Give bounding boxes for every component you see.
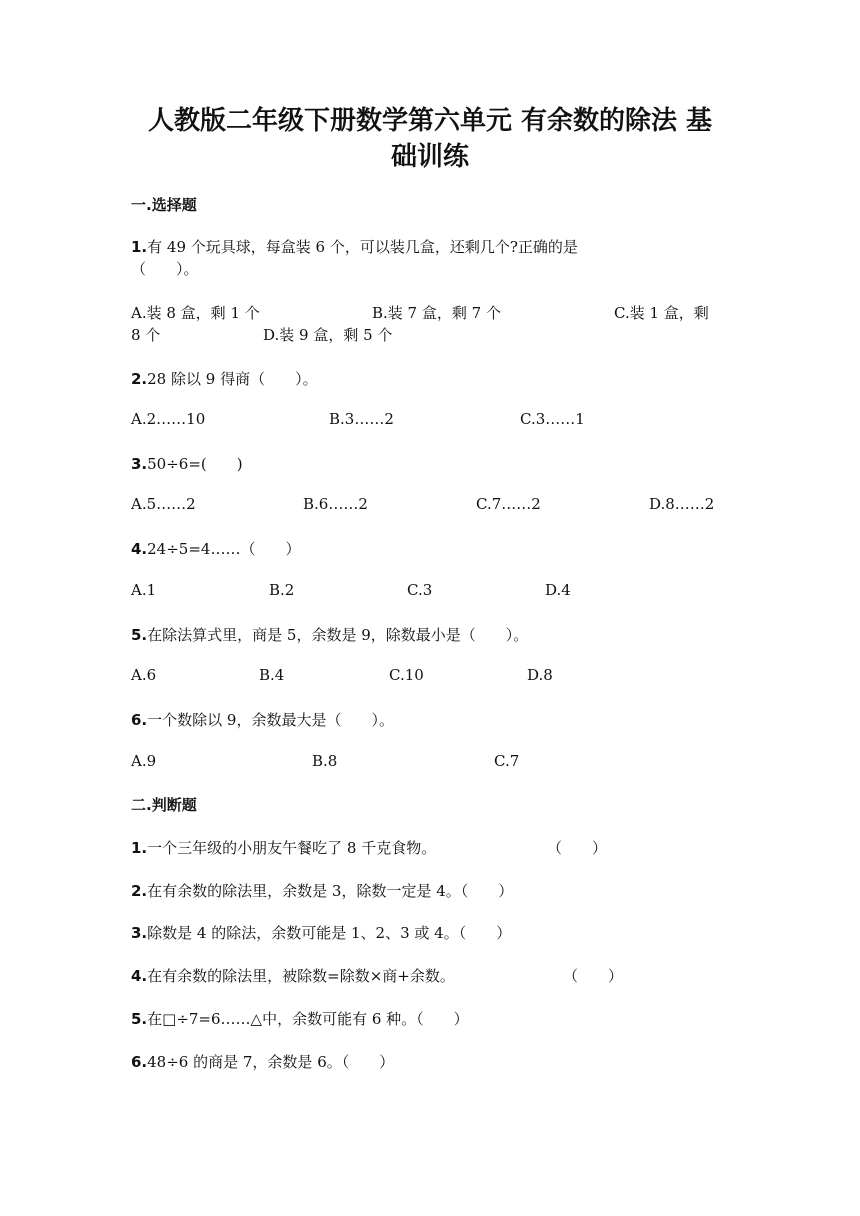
question-text: 除数是 4 的除法，余数可能是 1、2、3 或 4。（ ） bbox=[147, 924, 512, 942]
answer-blank: （ ） bbox=[563, 967, 624, 985]
document-title-line-1: 人教版二年级下册数学第六单元 有余数的除法 基 bbox=[147, 106, 713, 136]
tf-question-5 bbox=[131, 1008, 469, 1029]
question-stem-continued: （ ）。 bbox=[131, 260, 199, 278]
tf-question-6 bbox=[131, 1051, 394, 1072]
option-c: C.3 bbox=[407, 581, 433, 599]
option-d: D.4 bbox=[545, 581, 571, 599]
question-number: 1. bbox=[131, 238, 148, 256]
question-number: 1. bbox=[131, 839, 148, 857]
option-d: D.8……2 bbox=[649, 495, 715, 513]
mc-question-2 bbox=[131, 368, 318, 389]
option-d: D.8 bbox=[527, 666, 553, 684]
question-text: 在有余数的除法里，被除数=除数×商+余数。 bbox=[147, 967, 455, 985]
section-heading-multiple-choice: 一.选择题 bbox=[131, 196, 197, 214]
question-number: 2. bbox=[131, 882, 148, 900]
answer-blank: （ ） bbox=[547, 839, 608, 857]
question-stem: 在除法算式里，商是 5，余数是 9，除数最小是（ ）。 bbox=[147, 626, 529, 644]
question-number: 4. bbox=[131, 540, 148, 558]
option-d: D.装 9 盒，剩 5 个 bbox=[263, 326, 393, 344]
question-text: 48÷6 的商是 7，余数是 6。（ ） bbox=[147, 1053, 395, 1071]
option-c: C.10 bbox=[389, 666, 424, 684]
option-b: B.8 bbox=[312, 752, 338, 770]
option-a: A.9 bbox=[131, 752, 157, 770]
mc-question-3 bbox=[131, 453, 243, 474]
question-text: 在□÷7=6……△中，余数可能有 6 种。（ ） bbox=[147, 1010, 469, 1028]
option-c: C.3……1 bbox=[520, 410, 585, 428]
option-c: C.7 bbox=[494, 752, 520, 770]
tf-question-3 bbox=[131, 922, 511, 943]
option-a: A.装 8 盒，剩 1 个 bbox=[131, 304, 260, 322]
question-number: 3. bbox=[131, 455, 148, 473]
option-c: C.7……2 bbox=[476, 495, 541, 513]
option-b: B.2 bbox=[269, 581, 295, 599]
question-stem: 50÷6=( ) bbox=[147, 455, 243, 473]
tf-question-2 bbox=[131, 880, 513, 901]
question-stem: 一个数除以 9，余数最大是（ ）。 bbox=[147, 711, 394, 729]
document-title-line-2: 础训练 bbox=[390, 142, 469, 172]
option-a: A.5……2 bbox=[131, 495, 196, 513]
option-b: B.6……2 bbox=[303, 495, 368, 513]
mc-question-1 bbox=[131, 236, 578, 257]
option-c: C.装 1 盒，剩 bbox=[614, 304, 709, 322]
question-number: 3. bbox=[131, 924, 148, 942]
question-number: 6. bbox=[131, 1053, 148, 1071]
question-number: 2. bbox=[131, 370, 148, 388]
tf-question-4 bbox=[131, 965, 455, 986]
question-stem: 有 49 个玩具球，每盒装 6 个，可以装几盒，还剩几个?正确的是 bbox=[147, 238, 578, 256]
question-number: 5. bbox=[131, 626, 148, 644]
question-text: 一个三年级的小朋友午餐吃了 8 千克食物。 bbox=[147, 839, 437, 857]
question-text: 在有余数的除法里，余数是 3，除数一定是 4。（ ） bbox=[147, 882, 514, 900]
question-number: 5. bbox=[131, 1010, 148, 1028]
question-number: 6. bbox=[131, 711, 148, 729]
section-heading-true-false: 二.判断题 bbox=[131, 796, 197, 814]
question-number: 4. bbox=[131, 967, 148, 985]
mc-question-4 bbox=[131, 538, 300, 559]
tf-question-1 bbox=[131, 837, 436, 858]
option-b: B.装 7 盒，剩 7 个 bbox=[372, 304, 501, 322]
option-a: A.6 bbox=[131, 666, 157, 684]
question-stem: 24÷5=4……（ ） bbox=[147, 540, 301, 558]
option-a: A.1 bbox=[131, 581, 157, 599]
option-a: A.2……10 bbox=[131, 410, 206, 428]
option-b: B.4 bbox=[259, 666, 285, 684]
option-c-continued: 8 个 bbox=[131, 326, 161, 344]
mc-question-6 bbox=[131, 709, 394, 730]
mc-question-5 bbox=[131, 624, 528, 645]
question-stem: 28 除以 9 得商（ ）。 bbox=[147, 370, 318, 388]
option-b: B.3……2 bbox=[329, 410, 394, 428]
